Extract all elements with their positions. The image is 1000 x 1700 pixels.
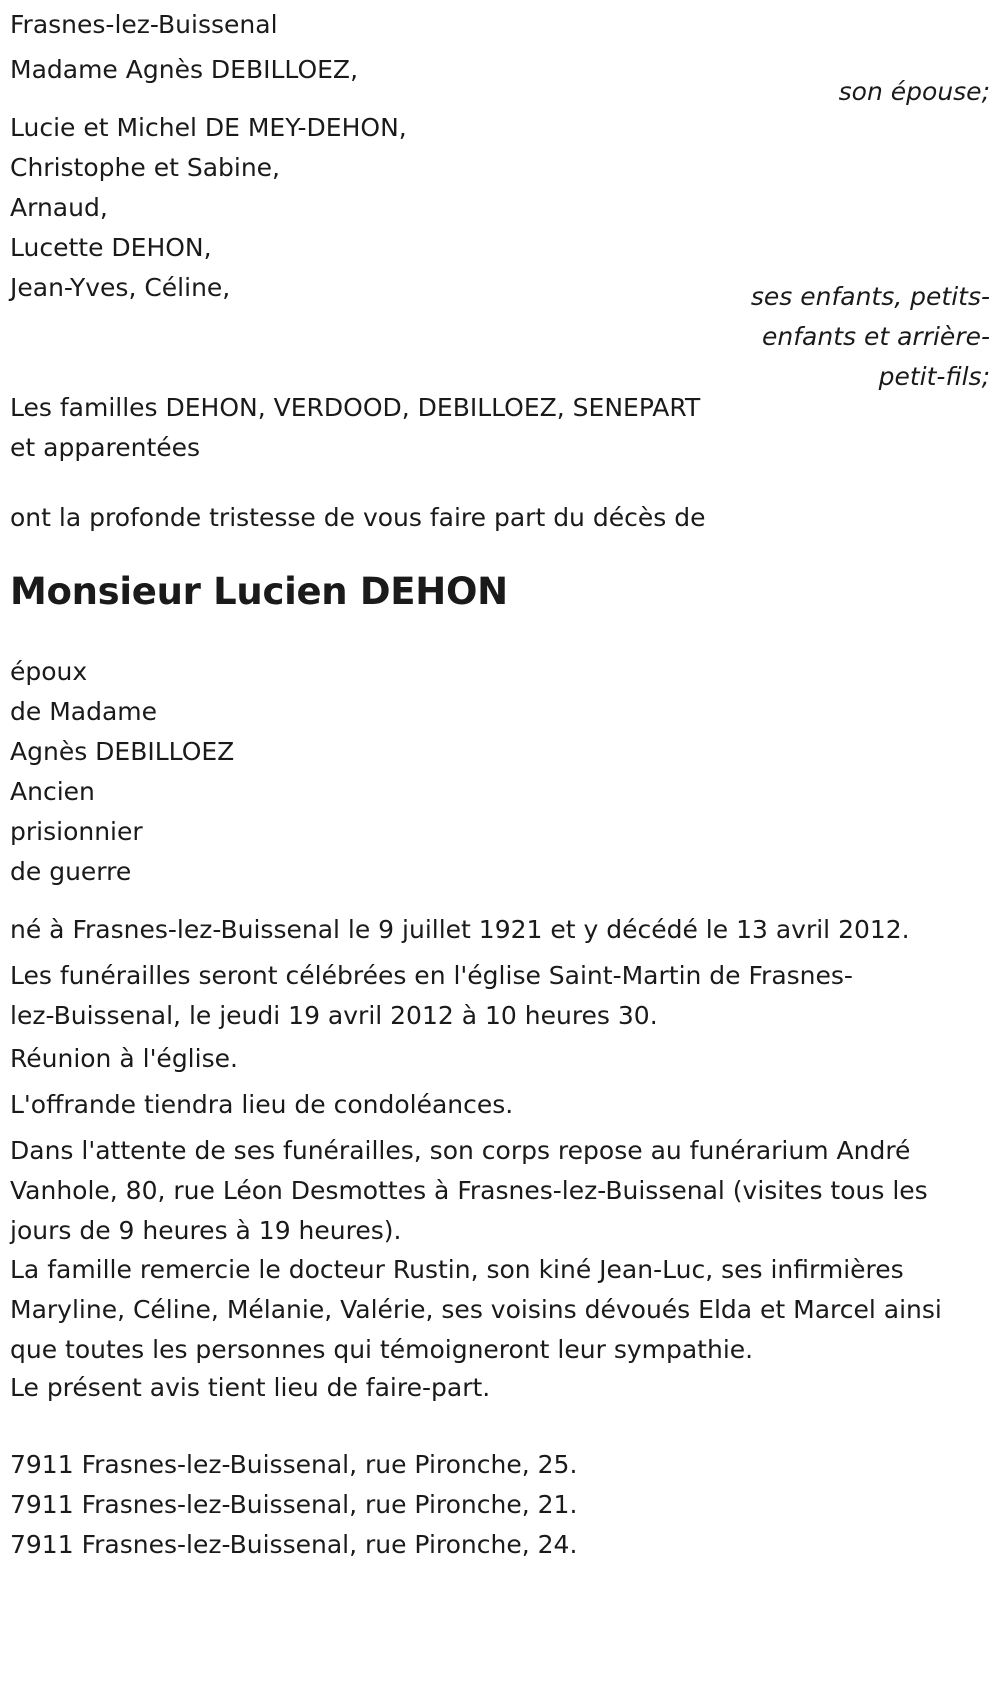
funeral-paragraph	[10, 956, 990, 1036]
detail-line: de guerre	[10, 857, 132, 886]
paragraph-line: La famille remercie le docteur Rustin, son kiné Jean-Luc, ses infirmières	[10, 1255, 904, 1284]
families-line: et apparentées	[10, 433, 201, 462]
detail-line: prisionnier	[10, 817, 143, 846]
deceased-name: Monsieur Lucien DEHON	[10, 570, 508, 613]
detail-line: Ancien	[10, 777, 95, 806]
families-line: Les familles DEHON, VERDOOD, DEBILLOEZ, SENEPART	[10, 393, 701, 422]
meeting-paragraph: Réunion à l'église.	[10, 1044, 238, 1073]
announcement: ont la profonde tristesse de vous faire part du décès de	[10, 503, 706, 532]
location-heading: Frasnes-lez-Buissenal	[10, 10, 278, 39]
paragraph-line: Maryline, Céline, Mélanie, Valérie, ses voisins dévoués Elda et Marcel ainsi	[10, 1295, 942, 1324]
spouse-name: Madame Agnès DEBILLOEZ,	[10, 55, 359, 84]
address-line: 7911 Frasnes-lez-Buissenal, rue Pironche, 25.	[10, 1450, 578, 1479]
deceased-details	[10, 652, 990, 892]
notice-paragraph: Le présent avis tient lieu de faire-part.	[10, 1373, 491, 1402]
detail-line: Agnès DEBILLOEZ	[10, 737, 235, 766]
address-line: 7911 Frasnes-lez-Buissenal, rue Pironche, 24.	[10, 1530, 578, 1559]
detail-line: époux	[10, 657, 88, 686]
paragraph-line: que toutes les personnes qui témoigneront leur sympathie.	[10, 1335, 754, 1364]
address-line: 7911 Frasnes-lez-Buissenal, rue Pironche, 21.	[10, 1490, 578, 1519]
paragraph-line: lez-Buissenal, le jeudi 19 avril 2012 à 10 heures 30.	[10, 1001, 658, 1030]
list-item: Arnaud,	[10, 193, 108, 222]
rest-paragraph	[10, 1131, 990, 1251]
spouse-relation: son épouse;	[838, 77, 990, 106]
relation-line: petit-fils;	[878, 362, 990, 391]
relation-line: enfants et arrière-	[762, 322, 990, 351]
paragraph-line: Dans l'attente de ses funérailles, son corps repose au funérarium André	[10, 1136, 911, 1165]
birth-death-paragraph: né à Frasnes-lez-Buissenal le 9 juillet 1921 et y décédé le 13 avril 2012.	[10, 915, 910, 944]
children-relation	[10, 277, 990, 397]
list-item: Christophe et Sabine,	[10, 153, 280, 182]
list-item: Lucie et Michel DE MEY-DEHON,	[10, 113, 407, 142]
detail-line: de Madame	[10, 697, 158, 726]
families	[10, 388, 990, 468]
paragraph-line: Les funérailles seront célébrées en l'église Saint-Martin de Frasnes-	[10, 961, 853, 990]
relation-line: ses enfants, petits-	[750, 282, 990, 311]
paragraph-line: jours de 9 heures à 19 heures).	[10, 1216, 402, 1245]
addresses	[10, 1445, 990, 1565]
thanks-paragraph	[10, 1250, 990, 1370]
list-item: Lucette DEHON,	[10, 233, 212, 262]
list-item: Jean-Yves, Céline,	[10, 273, 231, 302]
offering-paragraph: L'offrande tiendra lieu de condoléances.	[10, 1090, 514, 1119]
paragraph-line: Vanhole, 80, rue Léon Desmottes à Frasnes-lez-Buissenal (visites tous les	[10, 1176, 928, 1205]
